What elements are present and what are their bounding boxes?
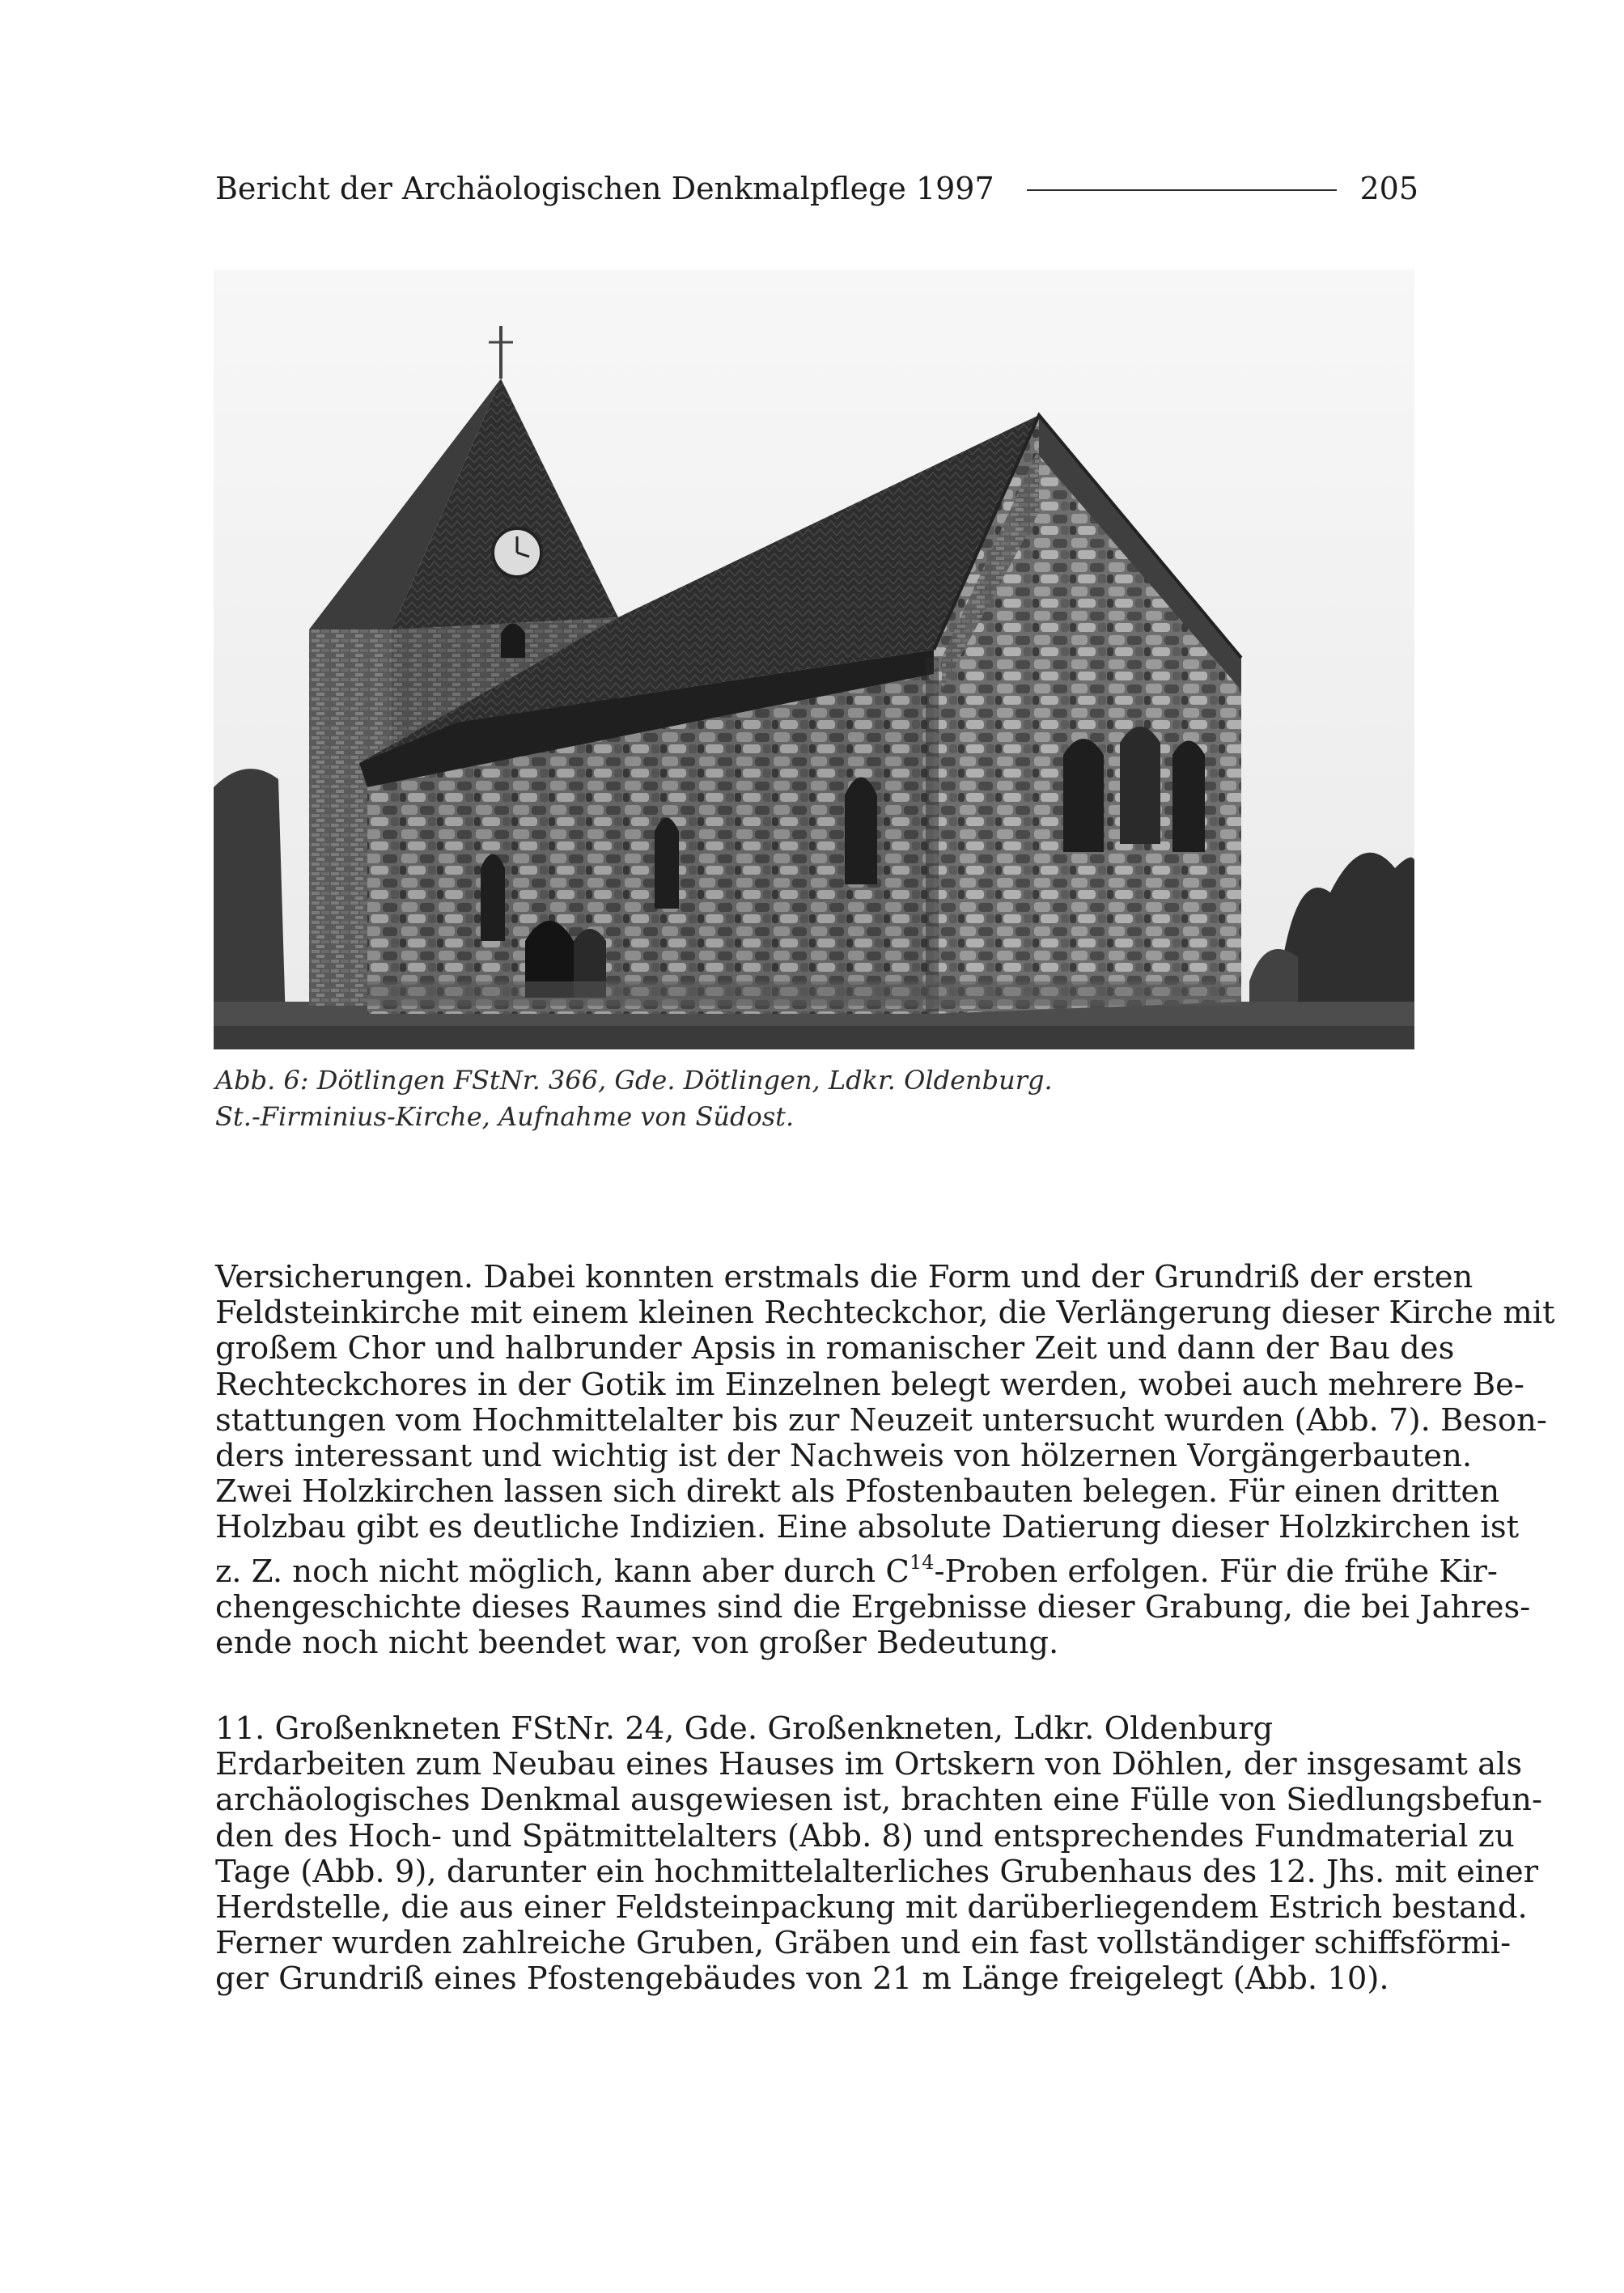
text-line-content: Holzbau gibt es deutliche Indizien. Eine absolute Datierung dieser Holzkirchen ist	[215, 1509, 1520, 1546]
church-photograph	[214, 269, 1414, 1049]
text-line	[215, 1925, 1512, 1962]
text-line-content: Versicherungen. Dabei konnten erstmals die Form und der Grundriß der ersten	[215, 1259, 1473, 1295]
text-line	[215, 1961, 1421, 1997]
caption-line-1: Abb. 6: Dötlingen FStNr. 366, Gde. Dötlingen, Ldkr. Oldenburg.	[215, 1065, 1053, 1096]
text-line-content: Erdarbeiten zum Neubau eines Hauses im Ortskern von Döhlen, der insgesamt als	[215, 1746, 1523, 1783]
text-line	[215, 1817, 1515, 1854]
text-line-content: Feldsteinkirche mit einem kleinen Rechteckchor, die Verlängerung dieser Kirche mit	[215, 1295, 1555, 1332]
text-line-content: archäologisches Denkmal ausgewiesen ist, brachten eine Fülle von Siedlungsbefun-	[215, 1782, 1542, 1819]
figure-caption	[215, 1062, 1421, 1135]
section-heading	[215, 1711, 1421, 1747]
text-line-content: chengeschichte dieses Raumes sind die Ergebnisse dieser Grabung, die bei Jahres-	[215, 1588, 1531, 1625]
caption-line-2: St.-Firminius-Kirche, Aufnahme von Südost.	[215, 1101, 795, 1132]
section-heading-text: 11. Großenkneten FStNr. 24, Gde. Großenkneten, Ldkr. Oldenburg	[215, 1710, 1274, 1748]
text-line-content: Herdstelle, die aus einer Feldsteinpackung mit darüberliegendem Estrich bestand.	[215, 1889, 1528, 1926]
text-line-content: Tage (Abb. 9), darunter ein hochmittelalterliches Grubenhaus des 12. Jhs. mit einer	[215, 1853, 1539, 1890]
text-line	[215, 1330, 1455, 1367]
text-line	[215, 1438, 1473, 1475]
text-line	[215, 1889, 1528, 1926]
text-line	[215, 1473, 1500, 1511]
paragraph-gap	[215, 1661, 1421, 1711]
text-line	[215, 1259, 1473, 1295]
text-line-content: ende noch nicht beendet war, von großer Bedeutung.	[215, 1624, 1059, 1661]
text-line	[215, 1746, 1523, 1783]
text-line-content: stattungen vom Hochmittelalter bis zur Neuzeit untersucht wurden (Abb. 7). Beson-	[215, 1401, 1547, 1439]
text-line	[215, 1366, 1524, 1403]
text-line-content: Ferner wurden zahlreiche Gruben, Gräben und ein fast vollständiger schiffsförmi-	[215, 1925, 1512, 1962]
superscript-14: 14	[909, 1550, 935, 1574]
body-text	[215, 1259, 1555, 1998]
text-line-content: ger Grundriß eines Pfostengebäudes von 21 m Länge freigelegt (Abb. 10).	[215, 1960, 1389, 1998]
text-line-content: Rechteckchores in der Gotik im Einzelnen belegt werden, wobei auch mehrere Be-	[215, 1366, 1524, 1403]
text-line-content: Zwei Holzkirchen lassen sich direkt als Pfostenbauten belegen. Für einen dritten	[215, 1473, 1500, 1511]
header-rule	[1027, 189, 1338, 191]
text-line	[215, 1782, 1542, 1819]
text-line	[215, 1625, 1421, 1661]
church-illustration	[214, 269, 1414, 1049]
page-number: 205	[1359, 171, 1418, 206]
text-fragment: z. Z. noch nicht möglich, kann aber durch C	[215, 1553, 910, 1590]
text-line-content: großem Chor und halbrunder Apsis in romanischer Zeit und dann der Bau des	[215, 1330, 1455, 1367]
text-line-with-superscript	[215, 1546, 1498, 1590]
text-line	[215, 1509, 1520, 1546]
text-line	[215, 1853, 1539, 1890]
text-line	[215, 1588, 1531, 1625]
text-line-content	[215, 1546, 1498, 1590]
text-line-content: ders interessant und wichtig ist der Nachweis von hölzernen Vorgängerbauten.	[215, 1438, 1473, 1475]
text-line	[215, 1295, 1555, 1332]
running-title: Bericht der Archäologischen Denkmalpflege 1997	[215, 171, 994, 206]
text-line-content: den des Hoch- und Spätmittelalters (Abb. 8) und entsprechendes Fundmaterial zu	[215, 1817, 1515, 1854]
running-header	[215, 166, 1418, 211]
text-line	[215, 1401, 1547, 1439]
text-fragment: -Proben erfolgen. Für die frühe Kir-	[934, 1553, 1498, 1590]
